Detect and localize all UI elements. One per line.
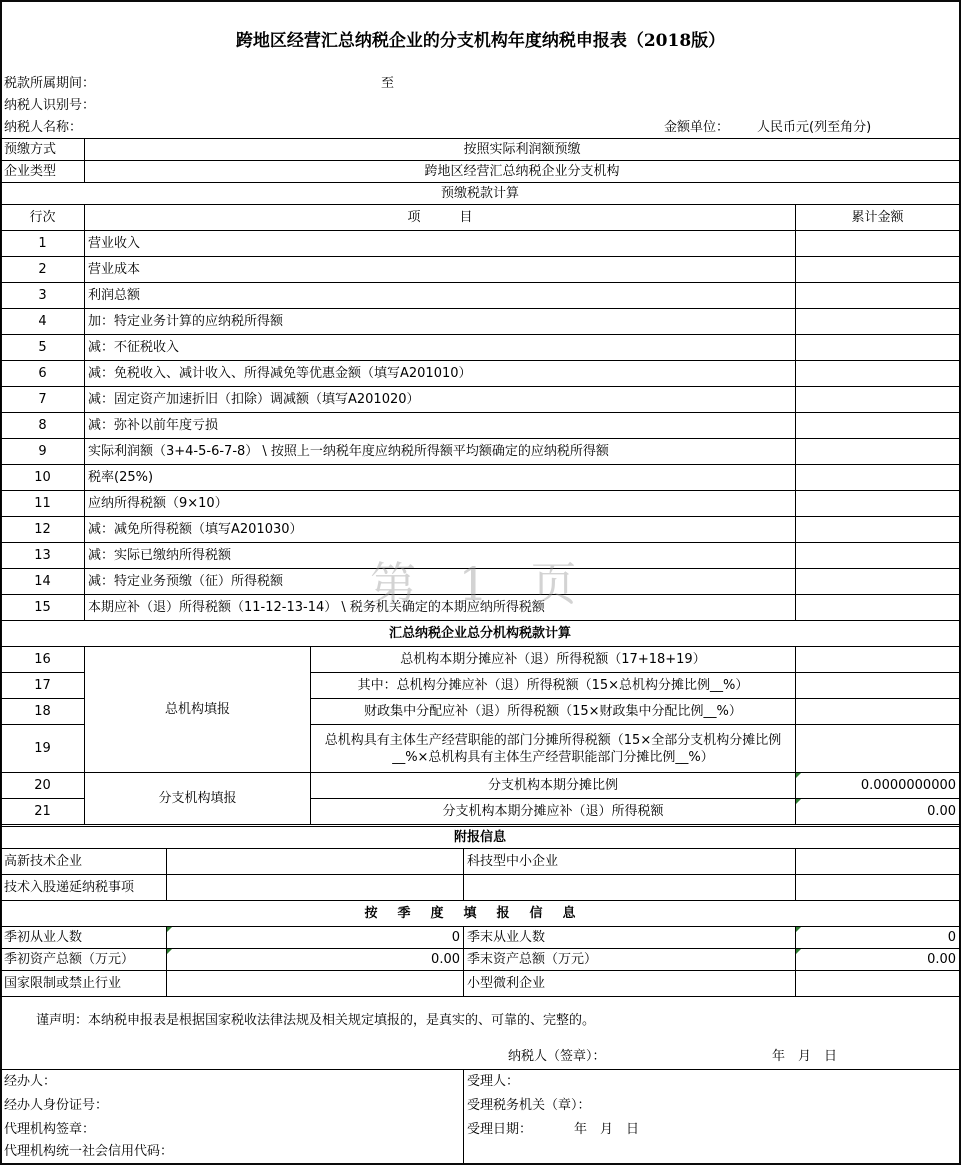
amount-cell[interactable] <box>796 569 960 595</box>
page-watermark: 第 1 页 <box>370 557 591 611</box>
row-no: 9 <box>1 439 85 465</box>
hq-label: 总机构填报 <box>85 647 311 773</box>
row-label: 税率(25%) <box>85 465 796 491</box>
row-label: 分支机构本期分摊应补（退）所得税额 <box>311 799 796 825</box>
row-label: 减：不征税收入 <box>85 335 796 361</box>
form-title: 跨地区经营汇总纳税企业的分支机构年度纳税申报表（2018版） <box>235 31 726 51</box>
table-row <box>1 309 960 335</box>
start-assets-value[interactable]: 0.00 <box>167 949 464 971</box>
taxpayer-name-label: 纳税人名称： <box>4 120 83 135</box>
table-row <box>1 439 960 465</box>
amount-cell[interactable]: 0.0000000000 <box>796 773 960 799</box>
period-label: 税款所属期间： <box>4 76 96 91</box>
table-row <box>1 335 960 361</box>
row-no: 1 <box>1 231 85 257</box>
section-calc-header: 预缴税款计算 <box>1 183 960 205</box>
end-assets-label: 季末资产总额（万元） <box>464 949 796 971</box>
row-no: 14 <box>1 569 85 595</box>
row-no: 7 <box>1 387 85 413</box>
table-row <box>1 517 960 543</box>
row-label: 实际利润额（3+4-5-6-7-8） \ 按照上一纳税年度应纳税所得额平均额确定的应纳税所得额 <box>85 439 796 465</box>
row-label: 减：固定资产加速折旧（扣除）调减额（填写A201020） <box>85 387 796 413</box>
table-row <box>1 773 960 799</box>
signature-date: 年 月 日 <box>772 1049 838 1064</box>
agent-label: 经办人： <box>4 1074 57 1089</box>
row-no: 10 <box>1 465 85 491</box>
taxpayer-id-label: 纳税人识别号： <box>4 98 96 113</box>
row-no: 17 <box>1 673 85 699</box>
end-employees-value[interactable]: 0 <box>796 927 960 949</box>
receive-date-label: 受理日期： <box>467 1122 533 1137</box>
agent-id-label: 经办人身份证号： <box>4 1098 109 1113</box>
row-no: 11 <box>1 491 85 517</box>
amount-cell[interactable] <box>796 309 960 335</box>
table-row <box>1 231 960 257</box>
tech-stock-blank <box>464 875 796 901</box>
amount-cell[interactable] <box>796 439 960 465</box>
table-row <box>1 387 960 413</box>
small-micro-label: 小型微利企业 <box>464 971 796 997</box>
table-row <box>1 257 960 283</box>
section-attached-header: 附报信息 <box>1 827 960 849</box>
row-no: 18 <box>1 699 85 725</box>
amount-cell[interactable]: 0.00 <box>796 799 960 825</box>
declaration-text: 谨声明：本纳税申报表是根据国家税收法律法规及相关规定填报的，是真实的、可靠的、完整的。 <box>36 1013 596 1028</box>
footer-divider <box>0 1069 959 1070</box>
table-row <box>1 491 960 517</box>
row-no: 3 <box>1 283 85 309</box>
restricted-value[interactable] <box>167 971 464 997</box>
row-label: 减：免税收入、减计收入、所得减免等优惠金额（填写A201010） <box>85 361 796 387</box>
row-label: 营业收入 <box>85 231 796 257</box>
amount-cell[interactable] <box>796 595 960 621</box>
taxpayer-signature-label: 纳税人（签章）： <box>508 1049 606 1064</box>
section-quarterly-header: 按季度填报信息 <box>1 901 960 927</box>
restricted-label: 国家限制或禁止行业 <box>1 971 167 997</box>
row-no: 4 <box>1 309 85 335</box>
summary-table <box>0 620 960 825</box>
start-assets-label: 季初资产总额（万元） <box>1 949 167 971</box>
row-label: 总机构具有主体生产经营职能的部门分摊所得税额（15×全部分支机构分摊比例__%×总机构具有主体生产经营职能部门分摊比例__%） <box>311 725 796 773</box>
sci-tech-sme-value[interactable] <box>796 849 960 875</box>
row-no: 16 <box>1 647 85 673</box>
attached-table <box>0 826 960 997</box>
row-no: 2 <box>1 257 85 283</box>
sci-tech-sme-label: 科技型中小企业 <box>464 849 796 875</box>
row-no: 5 <box>1 335 85 361</box>
amount-cell[interactable] <box>796 283 960 309</box>
high-tech-label: 高新技术企业 <box>1 849 167 875</box>
tech-stock-value[interactable] <box>167 875 464 901</box>
row-label: 减：弥补以前年度亏损 <box>85 413 796 439</box>
row-no: 13 <box>1 543 85 569</box>
row-no: 6 <box>1 361 85 387</box>
agency-seal-label: 代理机构签章： <box>4 1122 96 1137</box>
row-no: 20 <box>1 773 85 799</box>
tech-stock-label: 技术入股递延纳税事项 <box>1 875 167 901</box>
prepay-value[interactable]: 按照实际利润额预缴 <box>85 139 960 161</box>
footer-split <box>463 1069 464 1163</box>
row-label: 应纳所得税额（9×10） <box>85 491 796 517</box>
receive-date: 年 月 日 <box>574 1122 640 1137</box>
amount-unit-label: 金额单位： <box>664 120 730 135</box>
row-label: 总机构本期分摊应补（退）所得税额（17+18+19） <box>311 647 796 673</box>
amount-cell[interactable] <box>796 465 960 491</box>
row-label: 减：特定业务预缴（征）所得税额 <box>85 569 796 595</box>
amount-cell[interactable] <box>796 335 960 361</box>
prepay-label: 预缴方式 <box>1 139 85 161</box>
col-amount: 累计金额 <box>796 205 960 231</box>
row-no: 15 <box>1 595 85 621</box>
enterprise-label: 企业类型 <box>1 161 85 183</box>
col-item: 项 目 <box>85 205 796 231</box>
row-label: 分支机构本期分摊比例 <box>311 773 796 799</box>
end-employees-label: 季末从业人数 <box>464 927 796 949</box>
enterprise-value[interactable]: 跨地区经营汇总纳税企业分支机构 <box>85 161 960 183</box>
amount-cell[interactable] <box>796 257 960 283</box>
amount-cell[interactable] <box>796 699 960 725</box>
row-no: 19 <box>1 725 85 773</box>
amount-cell[interactable] <box>796 647 960 673</box>
row-no: 8 <box>1 413 85 439</box>
row-no: 12 <box>1 517 85 543</box>
amount-cell[interactable] <box>796 231 960 257</box>
row-label: 其中：总机构分摊应补（退）所得税额（15×总机构分摊比例__%） <box>311 673 796 699</box>
col-row-no: 行次 <box>1 205 85 231</box>
high-tech-value[interactable] <box>167 849 464 875</box>
row-label: 本期应补（退）所得税额（11-12-13-14） \ 税务机关确定的本期应纳所得税额 <box>85 595 796 621</box>
row-label: 减：减免所得税额（填写A201030） <box>85 517 796 543</box>
row-label: 财政集中分配应补（退）所得税额（15×财政集中分配比例__%） <box>311 699 796 725</box>
receiver-label: 受理人： <box>467 1074 520 1089</box>
amount-cell[interactable] <box>796 673 960 699</box>
agency-code-label: 代理机构统一社会信用代码： <box>4 1144 174 1159</box>
amount-cell[interactable] <box>796 725 960 773</box>
tech-stock-blank2 <box>796 875 960 901</box>
amount-cell[interactable] <box>796 361 960 387</box>
table-row <box>1 465 960 491</box>
row-label: 减：实际已缴纳所得税额 <box>85 543 796 569</box>
period-to: 至 <box>381 76 395 91</box>
tax-office-label: 受理税务机关（章）： <box>467 1098 591 1113</box>
amount-cell[interactable] <box>796 543 960 569</box>
amount-cell[interactable] <box>796 491 960 517</box>
start-employees-label: 季初从业人数 <box>1 927 167 949</box>
row-label: 加：特定业务计算的应纳税所得额 <box>85 309 796 335</box>
start-employees-value[interactable]: 0 <box>167 927 464 949</box>
row-no: 21 <box>1 799 85 825</box>
table-row <box>1 361 960 387</box>
section-summary-header: 汇总纳税企业总分机构税款计算 <box>1 621 960 647</box>
row-label: 营业成本 <box>85 257 796 283</box>
amount-cell[interactable] <box>796 413 960 439</box>
table-row <box>1 647 960 673</box>
end-assets-value[interactable]: 0.00 <box>796 949 960 971</box>
branch-label: 分支机构填报 <box>85 773 311 825</box>
table-row <box>1 413 960 439</box>
row-label: 利润总额 <box>85 283 796 309</box>
table-row <box>1 283 960 309</box>
amount-unit-value: 人民币元(列至角分) <box>757 120 872 135</box>
amount-cell[interactable] <box>796 387 960 413</box>
small-micro-value[interactable] <box>796 971 960 997</box>
amount-cell[interactable] <box>796 517 960 543</box>
